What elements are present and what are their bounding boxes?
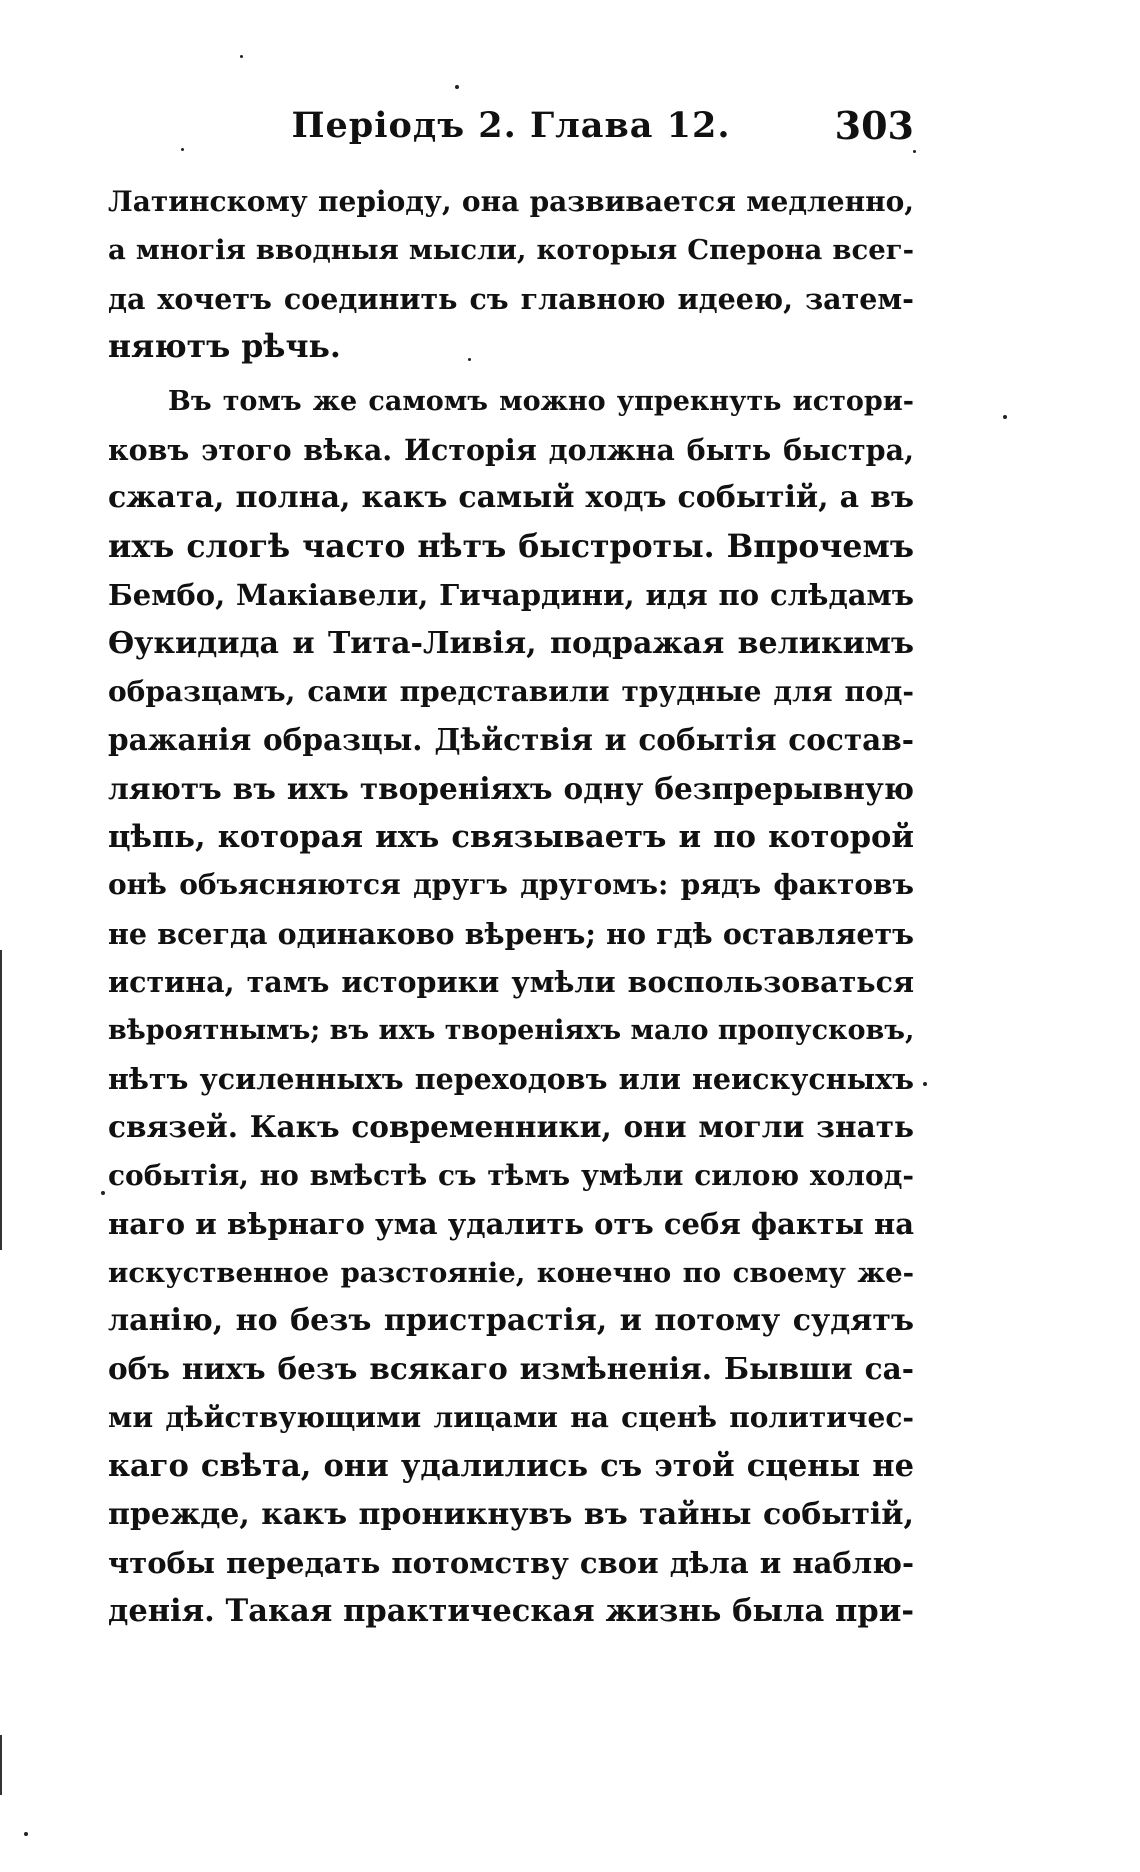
text-line: истина, тамъ историки умѣли воспользоваться <box>108 965 914 1000</box>
scan-speck <box>101 1191 105 1195</box>
running-head <box>108 96 914 156</box>
text-line: ражанiя образцы. Дѣйствiя и событiя состав- <box>108 722 914 758</box>
text-line: не всегда одинаково вѣренъ; но гдѣ оставляетъ <box>108 916 914 951</box>
text-line: онѣ объясняются другъ другомъ: рядъ фактовъ <box>108 868 914 902</box>
scan-speck <box>181 148 184 151</box>
text-line: каго свѣта, они удалились съ этой сцены не <box>108 1448 914 1485</box>
text-line: объ нихъ безъ всякаго измѣненiя. Бывши са- <box>108 1351 914 1387</box>
text-line: наго и вѣрнаго ума удалить отъ себя факты на <box>108 1207 914 1242</box>
text-line: чтобы передать потомству свои дѣла и наблю- <box>108 1545 914 1580</box>
text-line: Ѳукидида и Тита-Ливiя, подражая великимъ <box>108 625 914 661</box>
running-title: Перiодъ 2. Глава 12. <box>291 105 731 146</box>
text-line: Латинскому перiоду, она развивается медленно, <box>108 185 914 218</box>
text-line: вѣроятнымъ; въ ихъ творенiяхъ мало пропусковъ, <box>108 1014 915 1046</box>
text-line: няютъ рѣчь. <box>108 328 341 366</box>
text-line: нѣтъ усиленныхъ переходовъ или неискусныхъ <box>108 1062 914 1097</box>
text-line: событiя, но вмѣстѣ съ тѣмъ умѣли силою холод- <box>108 1158 914 1192</box>
text-line: ковъ этого вѣка. Исторiя должна быть быстра, <box>108 432 914 467</box>
scan-speck <box>468 358 471 361</box>
text-line: да хочетъ соединить съ главною идеею, затем- <box>108 281 914 316</box>
scan-edge-mark <box>0 950 2 1250</box>
text-line: связей. Какъ современники, они могли знать <box>108 1109 914 1145</box>
text-line: ихъ слогѣ часто нѣтъ быстроты. Впрочемъ <box>108 527 914 565</box>
text-line: ми дѣйствующими лицами на сценѣ политичес- <box>108 1400 914 1434</box>
text-line: ланiю, но безъ пристрастiя, и потому судятъ <box>108 1302 914 1338</box>
scan-speck <box>1003 415 1007 419</box>
text-line: прежде, какъ проникнувъ въ тайны событiй, <box>108 1496 914 1532</box>
text-line: Въ томъ же самомъ можно упрекнуть истори- <box>168 385 914 417</box>
text-line: Бембо, Макiавели, Гичардини, идя по слѣдамъ <box>108 578 914 613</box>
text-line: образцамъ, сами представили трудные для под- <box>108 674 914 708</box>
text-line: ляютъ въ ихъ творенiяхъ одну безпрерывную <box>108 770 914 806</box>
page-number: 303 <box>834 103 914 148</box>
scan-speck <box>913 150 916 153</box>
scan-edge-mark <box>0 1735 2 1795</box>
scan-speck <box>923 1082 927 1086</box>
text-line: цѣпь, которая ихъ связываетъ и по которой <box>108 819 914 856</box>
text-line: сжата, полна, какъ самый ходъ событiй, а въ <box>108 480 914 516</box>
text-line: а многiя вводныя мысли, которыя Сперона всег- <box>108 234 914 267</box>
text-line: денiя. Такая практическая жизнь была при- <box>108 1593 914 1630</box>
scan-speck <box>24 1832 28 1836</box>
scan-speck <box>240 55 243 58</box>
text-line: искуственное разстоянiе, конечно по своему же- <box>108 1256 914 1289</box>
scan-speck <box>455 85 459 89</box>
body-text <box>108 178 914 1636</box>
